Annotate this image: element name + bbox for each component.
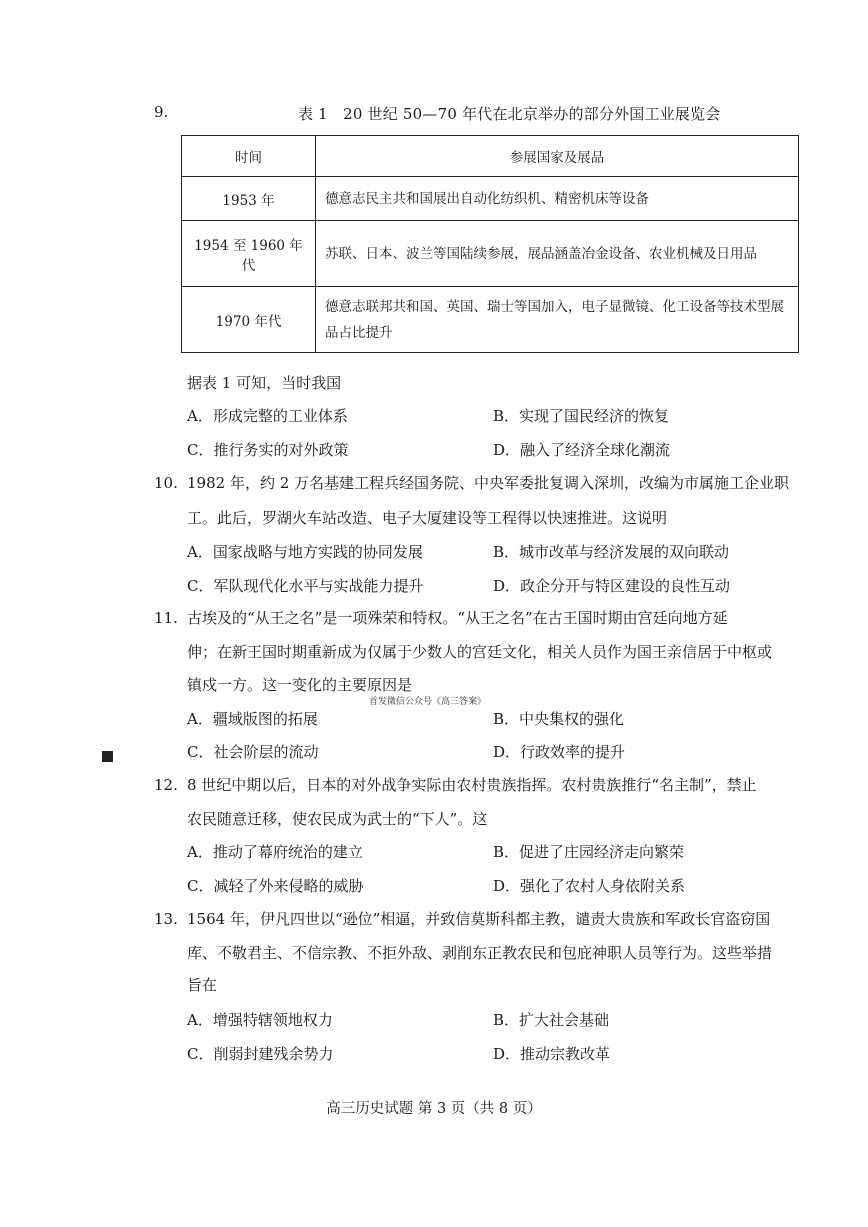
- q12-option-b[interactable]: B．促进了庄园经济走向繁荣: [493, 843, 685, 861]
- q13-option-d[interactable]: D．推动宗教改革: [493, 1045, 611, 1063]
- table-1-caption: 表 1 20 世纪 50—70 年代在北京举办的部分外国工业展览会: [298, 105, 721, 123]
- q10-option-b[interactable]: B．城市改革与经济发展的双向联动: [493, 543, 730, 561]
- question-10-number: 10.: [154, 474, 178, 492]
- table-cell-time: 1970 年代: [182, 287, 316, 353]
- q13-option-a[interactable]: A．增强特辖领地权力: [187, 1011, 333, 1029]
- question-9-number: 9.: [154, 103, 169, 121]
- q13-option-c[interactable]: C．削弱封建残余势力: [187, 1045, 334, 1063]
- q9-option-a[interactable]: A．形成完整的工业体系: [187, 407, 348, 425]
- q10-option-d[interactable]: D．政企分开与特区建设的良性互动: [493, 577, 731, 595]
- question-11-stem-line-2: 伸；在新王国时期重新成为仅属于少数人的宫廷文化，相关人员作为国王亲信居于中枢或: [187, 643, 773, 661]
- q11-option-c[interactable]: C．社会阶层的流动: [187, 743, 319, 761]
- watermark-text: 首发微信公众号《高三答案》: [369, 697, 487, 707]
- q11-option-b[interactable]: B．中央集权的强化: [493, 710, 625, 728]
- q11-option-d[interactable]: D．行政效率的提升: [493, 743, 626, 761]
- question-11-stem-line-3: 镇戍一方。这一变化的主要原因是: [187, 676, 413, 694]
- question-9-stem: 据表 1 可知，当时我国: [187, 374, 342, 392]
- question-11-number: 11.: [154, 609, 178, 627]
- table-header-time: 时间: [182, 136, 316, 177]
- table-cell-content: 德意志民主共和国展出自动化纺织机、精密机床等设备: [316, 177, 799, 221]
- page-footer: 高三历史试题 第 3 页（共 8 页）: [326, 1101, 542, 1117]
- question-12-stem-line-1: 8 世纪中期以后，日本的对外战争实际由农村贵族指挥。农村贵族推行“名主制”，禁止: [187, 776, 757, 794]
- table-cell-time: 1953 年: [182, 177, 316, 221]
- q10-option-c[interactable]: C．军队现代化水平与实战能力提升: [187, 577, 424, 595]
- table-row: [182, 221, 799, 287]
- question-13-stem-line-3: 旨在: [187, 976, 218, 994]
- question-10-stem-line-2: 工。此后，罗湖火车站改造、电子大厦建设等工程得以快速推进。这说明: [187, 509, 668, 527]
- question-11-stem-line-1: 古埃及的“从王之名”是一项殊荣和特权。“从王之名”在古王国时期由宫廷向地方延: [187, 609, 728, 627]
- scan-mark: [102, 751, 113, 762]
- q9-option-c[interactable]: C．推行务实的对外政策: [187, 441, 349, 459]
- table-header-countries: 参展国家及展品: [316, 136, 799, 177]
- q12-option-a[interactable]: A．推动了幕府统治的建立: [187, 843, 363, 861]
- table-row: [182, 177, 799, 221]
- question-10-stem-line-1: 1982 年，约 2 万名基建工程兵经国务院、中央军委批复调入深圳，改编为市属施工企业职: [187, 474, 790, 492]
- question-12-number: 12.: [154, 776, 178, 794]
- q11-option-a[interactable]: A．疆域版图的拓展: [187, 710, 318, 728]
- table-row: [182, 287, 799, 353]
- q10-option-a[interactable]: A．国家战略与地方实践的协同发展: [187, 543, 423, 561]
- question-13-stem-line-2: 库、不敬君主、不信宗教、不拒外敌、剥削东正教农民和包庇神职人员等行为。这些举措: [187, 944, 773, 962]
- q12-option-c[interactable]: C．减轻了外来侵略的威胁: [187, 877, 364, 895]
- q9-option-d[interactable]: D．融入了经济全球化潮流: [493, 441, 671, 459]
- exhibition-table: [181, 135, 799, 353]
- q9-option-b[interactable]: B．实现了国民经济的恢复: [493, 407, 670, 425]
- table-cell-content: 德意志联邦共和国、英国、瑞士等国加入，电子显微镜、化工设备等技术型展品占比提升: [316, 287, 799, 353]
- question-12-stem-line-2: 农民随意迁移，使农民成为武士的“下人”。这: [187, 810, 488, 828]
- table-cell-time: 1954 至 1960 年代: [182, 221, 316, 287]
- question-13-stem-line-1: 1564 年，伊凡四世以“逊位”相逼，并致信莫斯科都主教，谴责大贵族和军政长官盗窃国: [187, 910, 771, 928]
- q13-option-b[interactable]: B．扩大社会基础: [493, 1011, 610, 1029]
- question-13-number: 13.: [154, 910, 178, 928]
- table-cell-content: 苏联、日本、波兰等国陆续参展，展品涵盖冶金设备、农业机械及日用品: [316, 221, 799, 287]
- q12-option-d[interactable]: D．强化了农村人身依附关系: [493, 877, 686, 895]
